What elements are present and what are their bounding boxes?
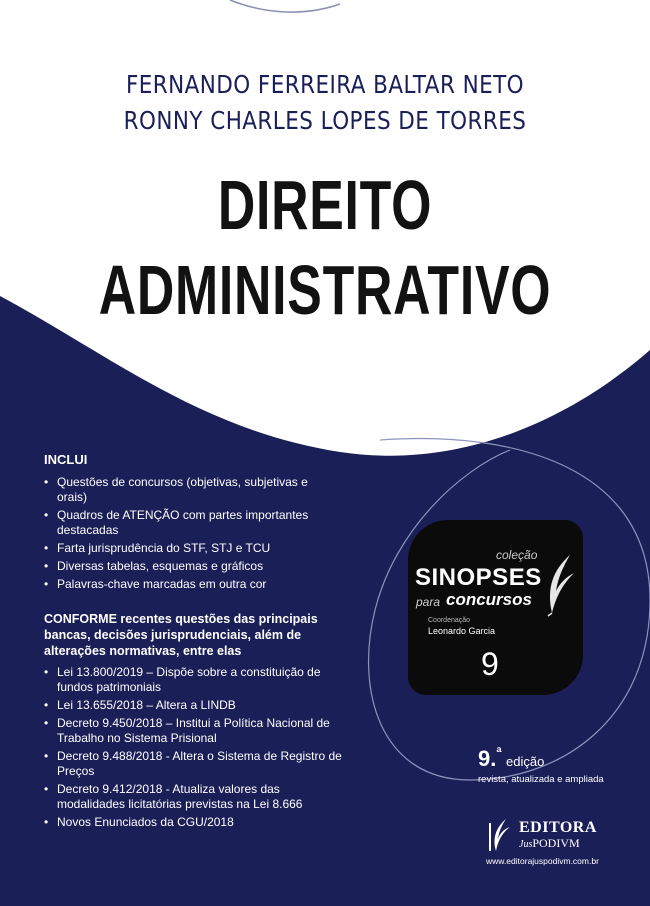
bullet-icon: • <box>44 698 49 712</box>
conforme-heading: CONFORME recentes questões das principais bancas, decisões jurisprudenciais, além de alterações normativas, entre elas <box>44 612 318 658</box>
badge-sinopses: SINOPSES <box>415 564 542 591</box>
list-item: • Novos Enunciados da CGU/2018 <box>44 815 234 829</box>
list-item: • Farta jurisprudência do STF, STJ e TCU <box>44 541 271 555</box>
bullet-icon: • <box>44 508 49 522</box>
inclui-list <box>44 475 334 595</box>
badge-colecao: coleção <box>496 548 538 562</box>
badge-coordenacao-label: Coordenação <box>428 617 471 624</box>
bullet-icon: • <box>44 577 49 591</box>
list-item: • Palavras-chave marcadas em outra cor <box>44 577 267 591</box>
list-item: • Decreto 9.412/2018 - Atualiza valores das modalidades licitatórias previstas na Lei 8.666 <box>44 782 303 811</box>
badge-concursos: concursos <box>446 590 532 609</box>
conforme-list <box>44 665 344 833</box>
bullet-icon: • <box>44 665 49 679</box>
bullet-icon: • <box>44 541 49 555</box>
badge-para: para <box>416 595 441 609</box>
badge-volume: 9 <box>481 646 499 682</box>
bullet-icon: • <box>44 782 49 796</box>
bullet-icon: • <box>44 815 49 829</box>
badge-coordenador: Leonardo Garcia <box>428 626 496 636</box>
edition-ordinal: ª <box>496 744 502 760</box>
book-title-line-1: DIREITO <box>217 166 433 244</box>
publisher-website: www.editorajuspodivm.com.br <box>486 856 599 866</box>
list-item: • Decreto 9.488/2018 - Altera o Sistema de Registro de Preços <box>44 749 342 778</box>
bullet-icon: • <box>44 749 49 763</box>
publisher-name-line-1: EDITORA <box>519 819 597 836</box>
author-name: RONNY CHARLES LOPES DE TORRES <box>123 106 527 135</box>
edition-label <box>478 744 544 772</box>
list-item: • Lei 13.655/2018 – Altera a LINDB <box>44 698 236 712</box>
publisher-jus: Jus <box>519 839 533 850</box>
bullet-icon: • <box>44 559 49 573</box>
list-item: • Decreto 9.450/2018 – Institui a Política Nacional de Trabalho no Sistema Prisional <box>44 716 330 745</box>
edition-subtitle: revista, atualizada e ampliada <box>478 774 604 785</box>
list-item: • Diversas tabelas, esquemas e gráficos <box>44 559 264 573</box>
publisher-logo-icon <box>486 817 514 853</box>
list-item: • Quadros de ATENÇÃO com partes importantes destacadas <box>44 508 309 537</box>
top-curve-line <box>230 0 340 12</box>
edition-number: 9. <box>478 746 497 771</box>
bullet-icon: • <box>44 475 49 489</box>
list-item: • Lei 13.800/2019 – Dispõe sobre a constituição de fundos patrimoniais <box>44 665 321 694</box>
publisher-podivm: PODIVM <box>532 836 580 850</box>
edition-word: edição <box>506 754 545 769</box>
book-title-line-2: ADMINISTRATIVO <box>98 251 552 329</box>
author-name: FERNANDO FERREIRA BALTAR NETO <box>125 70 525 99</box>
bullet-icon: • <box>44 716 49 730</box>
feather-quill-icon <box>540 553 576 617</box>
publisher-name-line-2 <box>519 836 580 851</box>
list-item: • Questões de concursos (objetivas, subjetivas e orais) <box>44 475 308 504</box>
inclui-heading: INCLUI <box>44 452 88 467</box>
